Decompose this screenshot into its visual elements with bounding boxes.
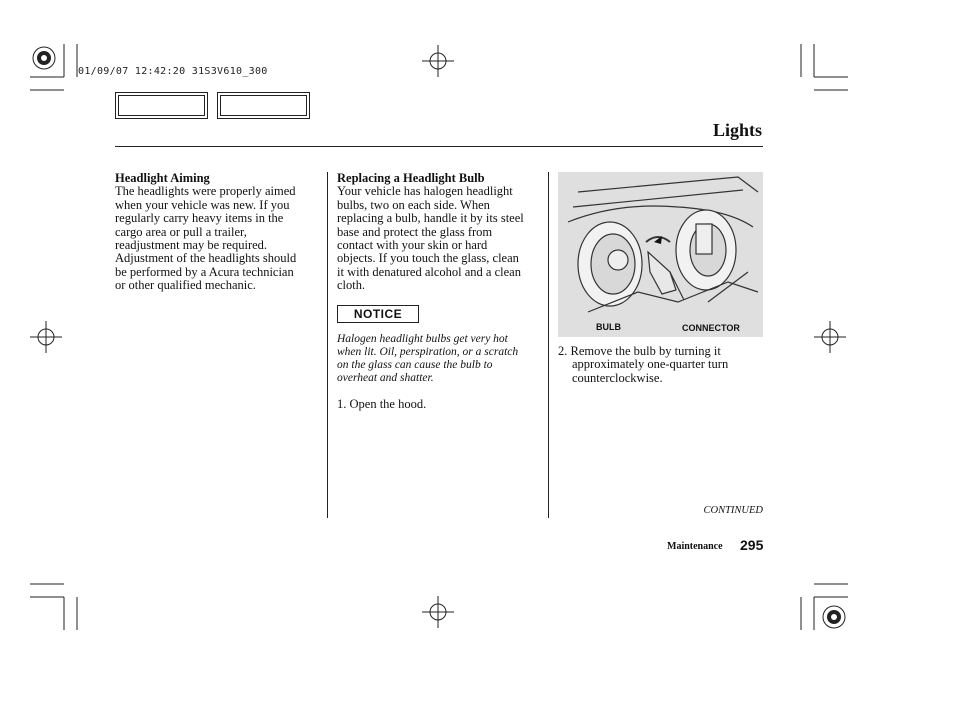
replacing-line: bulbs, two on each side. When: [337, 197, 490, 212]
aiming-line: or other qualified mechanic.: [115, 278, 256, 293]
notice-line: when lit. Oil, perspiration, or a scratch: [337, 346, 519, 358]
figure-label-bulb: BULB: [596, 322, 621, 332]
notice-text: [337, 333, 547, 385]
print-stamp: 01/09/07 12:42:20 31S3V610_300: [78, 66, 268, 77]
replacing-line: replacing a bulb, handle it by its steel: [337, 211, 524, 226]
notice-label: NOTICE: [337, 305, 419, 323]
aiming-line: cargo area or pull a trailer,: [115, 224, 247, 239]
section-heading-replacing: Replacing a Headlight Bulb: [337, 171, 485, 185]
step-2-line: counterclockwise.: [572, 370, 663, 385]
aiming-line: The headlights were properly aimed: [115, 184, 296, 199]
figure-label-connector: CONNECTOR: [682, 323, 740, 333]
step-1: 1. Open the hood.: [337, 397, 427, 411]
replacing-line: Your vehicle has halogen headlight: [337, 184, 513, 199]
headlight-figure: [558, 172, 763, 337]
step-2-line: approximately one-quarter turn: [572, 357, 729, 372]
column-divider-1: [327, 172, 328, 518]
aiming-line: regularly carry heavy items in the: [115, 211, 284, 226]
aiming-line: when your vehicle was new. If you: [115, 197, 290, 212]
header-rule: [115, 146, 763, 147]
notice-line: Halogen headlight bulbs get very hot: [337, 333, 508, 345]
aiming-line: Adjustment of the headlights should: [115, 251, 297, 266]
aiming-line: be performed by a Acura technician: [115, 264, 294, 279]
header-tab-left: [115, 92, 208, 119]
section-heading-aiming: Headlight Aiming: [115, 171, 210, 185]
replacing-line: base and protect the glass from: [337, 224, 493, 239]
middle-column: [337, 172, 545, 293]
page-number: 295: [740, 537, 764, 553]
left-column: [115, 172, 323, 293]
replacing-line: cloth.: [337, 278, 366, 293]
replacing-line: contact with your skin or hard: [337, 238, 488, 253]
notice-line: on the glass can cause the bulb to: [337, 359, 493, 371]
replacing-line: it with denatured alcohol and a clean: [337, 264, 521, 279]
aiming-line: readjustment may be required.: [115, 238, 268, 253]
notice-box: [337, 305, 419, 323]
notice-line: overheat and shatter.: [337, 372, 434, 384]
footer-section: Maintenance: [667, 541, 723, 552]
step-2-line: 2. Remove the bulb by turning it: [558, 344, 721, 358]
page-title: Lights: [712, 120, 762, 140]
headlight-illustration: [558, 172, 763, 337]
column-divider-2: [548, 172, 549, 518]
continued-label: CONTINUED: [703, 505, 763, 516]
replacing-line: objects. If you touch the glass, clean: [337, 251, 519, 266]
header-tab-right: [217, 92, 310, 119]
step-2: [558, 345, 763, 385]
